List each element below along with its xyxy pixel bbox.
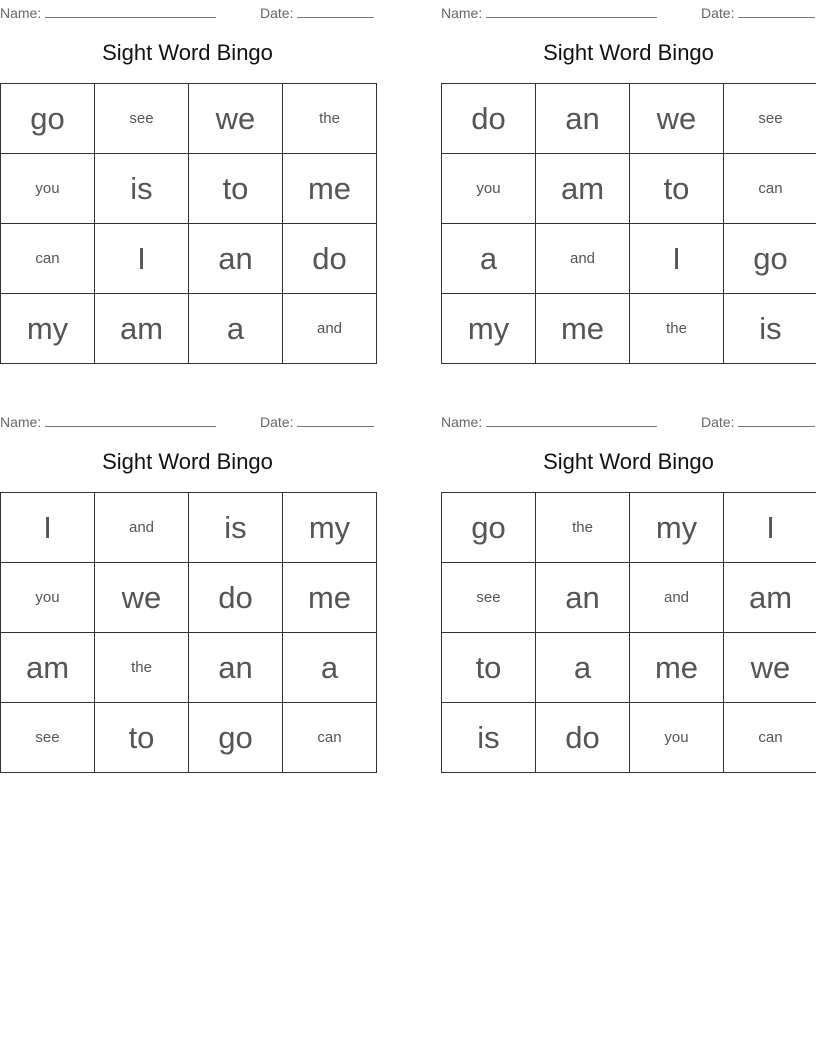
bingo-cell: you: [630, 703, 724, 773]
bingo-cell: a: [283, 633, 377, 703]
bingo-cell: am: [536, 154, 630, 224]
bingo-cell: see: [724, 84, 816, 154]
bingo-cell: I: [724, 493, 816, 563]
card-title: Sight Word Bingo: [102, 449, 273, 474]
bingo-grid: [441, 492, 816, 773]
date-label: Date:: [701, 414, 735, 430]
bingo-cell: am: [1, 633, 95, 703]
bingo-cell: go: [1, 84, 95, 154]
date-field: [701, 412, 815, 430]
bingo-cell: I: [1, 493, 95, 563]
bingo-row: [1, 224, 377, 294]
bingo-cell: and: [95, 493, 189, 563]
name-blank-line: [486, 3, 657, 18]
bingo-row: [442, 224, 816, 294]
bingo-cell: we: [189, 84, 283, 154]
bingo-row: [442, 633, 816, 703]
bingo-cell: the: [283, 84, 377, 154]
bingo-cell: you: [442, 154, 536, 224]
name-blank-line: [45, 412, 216, 427]
date-field: [701, 3, 815, 21]
bingo-row: [442, 563, 816, 633]
bingo-cell: see: [442, 563, 536, 633]
bingo-cell: me: [283, 563, 377, 633]
bingo-cell: to: [442, 633, 536, 703]
bingo-cell: me: [283, 154, 377, 224]
date-blank-line: [738, 412, 815, 427]
bingo-cell: can: [1, 224, 95, 294]
bingo-cell: an: [189, 224, 283, 294]
bingo-cell: we: [95, 563, 189, 633]
name-blank-line: [486, 412, 657, 427]
bingo-cell: do: [189, 563, 283, 633]
bingo-cell: we: [630, 84, 724, 154]
date-blank-line: [297, 412, 374, 427]
bingo-cell: the: [630, 294, 724, 364]
name-field: [441, 3, 657, 21]
bingo-cell: a: [536, 633, 630, 703]
name-label: Name:: [0, 5, 42, 21]
date-label: Date:: [260, 414, 294, 430]
bingo-cell: we: [724, 633, 816, 703]
bingo-cell: is: [442, 703, 536, 773]
bingo-cell: my: [442, 294, 536, 364]
name-field: [0, 412, 216, 430]
bingo-cell: me: [536, 294, 630, 364]
bingo-cell: I: [95, 224, 189, 294]
name-label: Name:: [0, 414, 42, 430]
bingo-cell: an: [189, 633, 283, 703]
bingo-cell: my: [283, 493, 377, 563]
bingo-cell: is: [724, 294, 816, 364]
name-field: [441, 412, 657, 430]
bingo-row: [1, 563, 377, 633]
bingo-cell: is: [189, 493, 283, 563]
name-label: Name:: [441, 5, 483, 21]
bingo-cell: am: [95, 294, 189, 364]
bingo-row: [1, 633, 377, 703]
bingo-cell: am: [724, 563, 816, 633]
date-blank-line: [297, 3, 374, 18]
bingo-grid: [441, 83, 816, 364]
date-field: [260, 412, 374, 430]
bingo-cell: you: [1, 563, 95, 633]
bingo-card: [0, 0, 375, 365]
bingo-cell: go: [442, 493, 536, 563]
bingo-cell: is: [95, 154, 189, 224]
bingo-row: [1, 84, 377, 154]
bingo-cell: to: [95, 703, 189, 773]
bingo-cell: can: [724, 703, 816, 773]
bingo-row: [1, 493, 377, 563]
bingo-row: [1, 294, 377, 364]
bingo-row: [1, 703, 377, 773]
bingo-cell: do: [442, 84, 536, 154]
name-field: [0, 3, 216, 21]
bingo-cell: do: [283, 224, 377, 294]
bingo-cell: my: [630, 493, 724, 563]
bingo-cell: and: [630, 563, 724, 633]
date-label: Date:: [701, 5, 735, 21]
bingo-cell: my: [1, 294, 95, 364]
bingo-cell: to: [189, 154, 283, 224]
name-blank-line: [45, 3, 216, 18]
bingo-cell: go: [189, 703, 283, 773]
bingo-grid: [0, 83, 377, 364]
bingo-card: [0, 409, 375, 774]
card-title: Sight Word Bingo: [543, 40, 714, 65]
bingo-cell: can: [724, 154, 816, 224]
date-label: Date:: [260, 5, 294, 21]
bingo-cell: the: [95, 633, 189, 703]
bingo-card: [441, 409, 816, 774]
bingo-row: [442, 703, 816, 773]
bingo-cell: can: [283, 703, 377, 773]
bingo-cell: you: [1, 154, 95, 224]
name-label: Name:: [441, 414, 483, 430]
bingo-cell: me: [630, 633, 724, 703]
bingo-grid: [0, 492, 377, 773]
bingo-row: [442, 154, 816, 224]
bingo-cell: see: [95, 84, 189, 154]
date-field: [260, 3, 374, 21]
bingo-cell: a: [442, 224, 536, 294]
bingo-cell: go: [724, 224, 816, 294]
bingo-cell: and: [283, 294, 377, 364]
bingo-cell: see: [1, 703, 95, 773]
bingo-row: [442, 294, 816, 364]
card-title: Sight Word Bingo: [543, 449, 714, 474]
bingo-cell: an: [536, 563, 630, 633]
bingo-cell: I: [630, 224, 724, 294]
bingo-row: [1, 154, 377, 224]
bingo-cell: an: [536, 84, 630, 154]
card-title: Sight Word Bingo: [102, 40, 273, 65]
bingo-row: [442, 84, 816, 154]
date-blank-line: [738, 3, 815, 18]
bingo-row: [442, 493, 816, 563]
bingo-cell: and: [536, 224, 630, 294]
bingo-cell: to: [630, 154, 724, 224]
bingo-cell: a: [189, 294, 283, 364]
bingo-cell: do: [536, 703, 630, 773]
bingo-card: [441, 0, 816, 365]
bingo-cell: the: [536, 493, 630, 563]
